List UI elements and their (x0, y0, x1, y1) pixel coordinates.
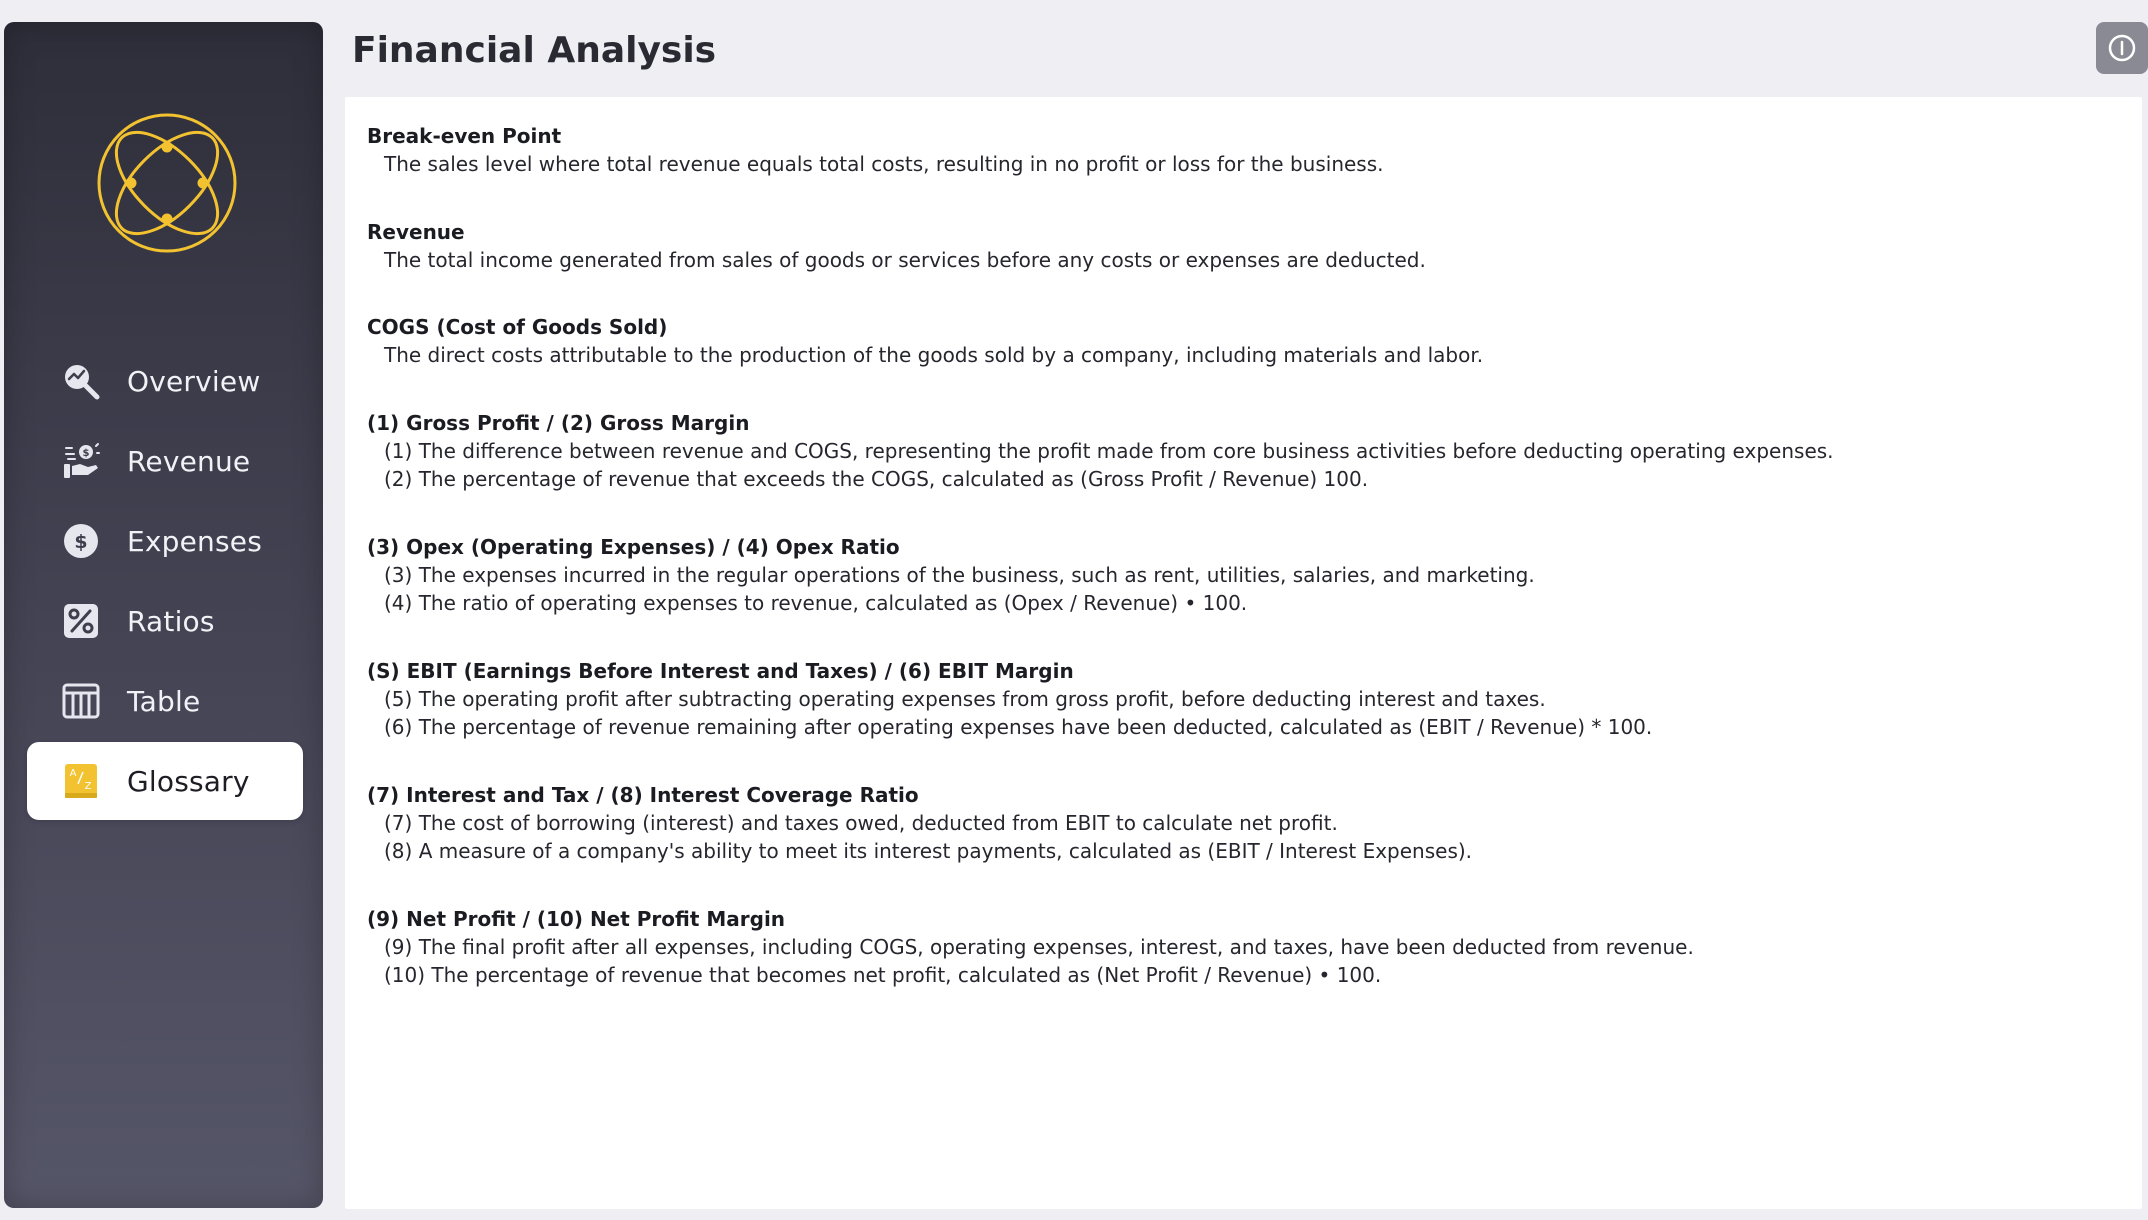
page-title: Financial Analysis (352, 30, 717, 71)
sidebar-item-label: Glossary (127, 764, 250, 798)
svg-text:A: A (69, 768, 77, 779)
glossary-definition: (2) The percentage of revenue that exceeds the COGS, calculated as (Gross Profit / Revenue) 100. (384, 467, 1369, 491)
sidebar-item-glossary[interactable] (27, 742, 303, 820)
glossary-entry (367, 781, 2127, 866)
svg-text:Z: Z (84, 781, 92, 792)
glossary-definition: The total income generated from sales of goods or services before any costs or expenses are deducted. (384, 247, 1426, 272)
sidebar-item-label: Expenses (127, 524, 263, 558)
glossary-entry (367, 905, 2127, 990)
glossary-term: COGS (Cost of Goods Sold) (367, 315, 668, 339)
glossary-definition: The direct costs attributable to the production of the goods sold by a company, including materials and labor. (384, 343, 1484, 367)
glossary-entry (367, 313, 2127, 370)
dollar-circle-icon (61, 521, 101, 561)
hand-coins-icon (61, 441, 101, 481)
glossary-entry (367, 409, 2127, 494)
logo-icon (96, 112, 238, 254)
glossary-term: (7) Interest and Tax / (8) Interest Coverage Ratio (367, 782, 919, 807)
glossary-definition: (9) The final profit after all expenses, including COGS, operating expenses, interest, and taxes, have been deducted from revenue. (384, 934, 1694, 959)
glossary-list (367, 122, 2127, 1029)
glossary-entry (367, 218, 2127, 275)
glossary-panel (345, 97, 2142, 1209)
sidebar-item-revenue[interactable] (27, 422, 303, 500)
svg-text:$: $ (74, 531, 88, 553)
glossary-definition: The sales level where total revenue equals total costs, resulting in no profit or loss for the business. (384, 152, 1384, 176)
percent-icon (61, 601, 101, 641)
glossary-term: Revenue (367, 219, 465, 244)
glossary-term: Break-even Point (367, 124, 562, 148)
sidebar-nav (27, 342, 303, 822)
info-button[interactable] (2096, 22, 2148, 74)
sidebar-item-table[interactable] (27, 662, 303, 740)
glossary-definition: (6) The percentage of revenue remaining after operating expenses have been deducted, calculated as (EBIT / Revenue) * 100. (384, 715, 1653, 739)
sidebar-item-ratios[interactable] (27, 582, 303, 660)
glossary-definition: (1) The difference between revenue and COGS, representing the profit made from core business activities before deducting operating expenses. (384, 438, 1834, 463)
info-icon (2107, 33, 2137, 63)
glossary-definition: (3) The expenses incurred in the regular operations of the business, such as rent, utilities, salaries, and marketing. (384, 562, 1535, 587)
glossary-term: (9) Net Profit / (10) Net Profit Margin (367, 906, 786, 931)
svg-text:$: $ (82, 448, 90, 459)
glossary-definition: (8) A measure of a company's ability to meet its interest payments, calculated as (EBIT / Interest Expenses). (384, 839, 1473, 863)
book-az-icon (61, 761, 101, 801)
table-icon (61, 681, 101, 721)
glossary-term: (3) Opex (Operating Expenses) / (4) Opex Ratio (367, 534, 900, 559)
sidebar-item-label: Ratios (127, 604, 215, 638)
glossary-term: (S) EBIT (Earnings Before Interest and Taxes) / (6) EBIT Margin (367, 658, 1074, 683)
sidebar (4, 22, 323, 1208)
glossary-entry (367, 533, 2127, 618)
search-chart-icon (61, 361, 101, 401)
glossary-entry (367, 122, 2127, 179)
glossary-definition: (5) The operating profit after subtracting operating expenses from gross profit, before deducting interest and taxes. (384, 686, 1546, 711)
sidebar-item-overview[interactable] (27, 342, 303, 420)
glossary-definition: (10) The percentage of revenue that becomes net profit, calculated as (Net Profit / Revenue) • 100. (384, 963, 1382, 987)
sidebar-item-label: Overview (127, 364, 261, 398)
sidebar-item-label: Table (127, 684, 201, 718)
sidebar-item-label: Revenue (127, 444, 251, 478)
glossary-definition: (4) The ratio of operating expenses to revenue, calculated as (Opex / Revenue) • 100. (384, 591, 1248, 615)
glossary-term: (1) Gross Profit / (2) Gross Margin (367, 410, 750, 435)
sidebar-item-expenses[interactable] (27, 502, 303, 580)
glossary-definition: (7) The cost of borrowing (interest) and taxes owed, deducted from EBIT to calculate net profit. (384, 810, 1338, 835)
glossary-entry (367, 657, 2127, 742)
